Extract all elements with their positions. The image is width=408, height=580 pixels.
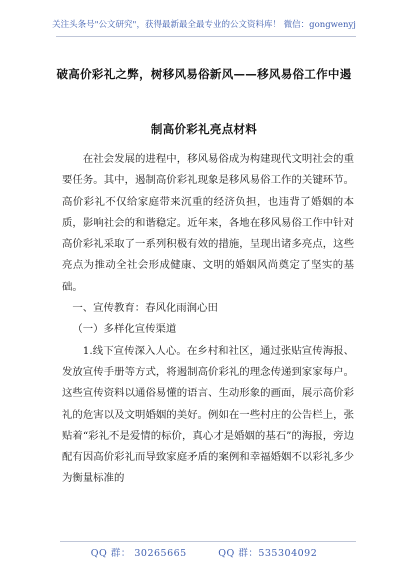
document-body [62, 149, 354, 490]
intro-paragraph: 在社会发展的进程中，移风易俗成为构建现代文明社会的重要任务。其中，遏制高价彩礼现象是移风易俗工作的关键环节。高价彩礼不仅给家庭带来沉重的经济负担，也违背了婚姻的本质，影响社会的和谐稳定。近年来，各地在移风易俗工作中针对高价彩礼采取了一系列积极有效的措施，呈现出诸多亮点，这些亮点为推动全社会形成健康、文明的婚姻风尚奠定了坚实的基础。 [62, 153, 354, 293]
footer-divider [60, 541, 356, 542]
section-heading: 一、宣传教育：春风化雨润心田 [72, 302, 218, 315]
header-banner: 关注头条号"公文研究"，获得最新最全最专业的公文资料库！ 微信：gongwenyj [52, 20, 356, 30]
body-paragraph: 1.线下宣传深入人心。在乡村和社区，通过张贴宣传海报、发放宣传手册等方式，将遏制高价彩礼的理念传递到家家每户。这些宣传资料以通俗易懂的语言、生动形象的画面，展示高价彩礼的危害以及文明婚姻的美好。例如在一些村庄的公告栏上，张贴着“彩礼不是爱情的标价，真心才是婚姻的基石”的海报，旁边配有因高价彩礼而导致家庭矛盾的案例和幸福婚姻不以彩礼多少为衡量标准的 [62, 344, 354, 485]
footer-qq-group-1: QQ 群： 30265665 [90, 548, 187, 559]
footer [0, 545, 408, 559]
footer-qq-group-2: QQ 群：535304092 [218, 548, 318, 559]
document-title-line-2: 制高价彩礼亮点材料 [150, 122, 258, 136]
header-divider [56, 36, 356, 37]
subsection-heading: （一）多样化宣传渠道 [72, 323, 177, 336]
document-title-line-1: 破高价彩礼之弊，树移风易俗新风——移风易俗工作中遏 [56, 67, 352, 81]
